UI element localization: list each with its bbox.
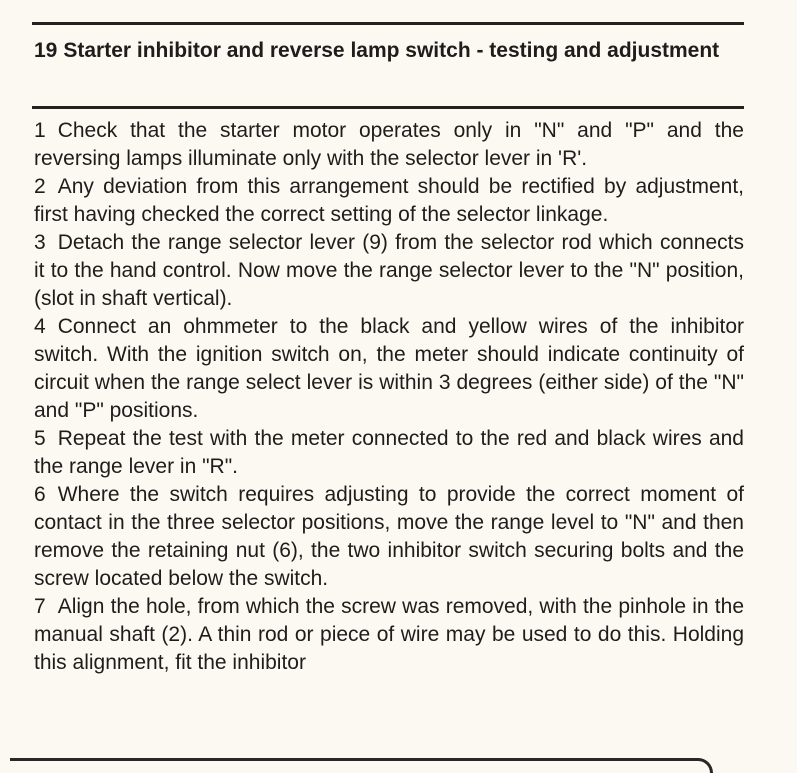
paragraph-text: Where the switch requires adjusting to provide the correct moment of contact in the three selector positions, move the range level to "N" and then remove the retaining nut (6), the two inhibitor switch securing bolts and the screw located below the switch. [34, 483, 744, 590]
paragraph-3 [34, 229, 744, 313]
paragraph-6 [34, 481, 744, 593]
paragraph-number: 3 [34, 231, 46, 254]
paragraph-text: Detach the range selector lever (9) from the selector rod which connects it to the hand control. Now move the range selector lever to the "N" position, (slot in shaft vertical). [34, 231, 744, 310]
paragraph-text: Check that the starter motor operates only in "N" and "P" and the reversing lamps illuminate only with the selector lever in 'R'. [34, 119, 744, 170]
paragraph-2 [34, 173, 744, 229]
section-body [34, 117, 744, 677]
section-number: 19 [34, 39, 58, 62]
page-bottom-border [10, 758, 713, 773]
section-top-rule [32, 22, 744, 25]
heading-bottom-rule [32, 106, 744, 109]
paragraph-7 [34, 593, 744, 677]
paragraph-text: Any deviation from this arrangement should be rectified by adjustment, first having checked the correct setting of the selector linkage. [34, 175, 744, 226]
paragraph-number: 1 [34, 119, 46, 142]
paragraph-4 [34, 313, 744, 425]
paragraph-5 [34, 425, 744, 481]
paragraph-number: 6 [34, 483, 46, 506]
paragraph-1 [34, 117, 744, 173]
paragraph-text: Repeat the test with the meter connected to the red and black wires and the range lever in "R". [34, 427, 744, 478]
paragraph-number: 7 [34, 595, 46, 618]
paragraph-text: Align the hole, from which the screw was removed, with the pinhole in the manual shaft (2). A thin rod or piece of wire may be used to do this. Holding this alignment, fit the inhibitor [34, 595, 744, 674]
section-title: Starter inhibitor and reverse lamp switch - testing and adjustment [63, 39, 720, 62]
paragraph-text: Connect an ohmmeter to the black and yellow wires of the inhibitor switch. With the ignition switch on, the meter should indicate continuity of circuit when the range select lever is within 3 degrees (either side) of the "N" and "P" positions. [34, 315, 744, 422]
section-heading [34, 37, 744, 64]
paragraph-number: 5 [34, 427, 46, 450]
paragraph-number: 4 [34, 315, 46, 338]
paragraph-number: 2 [34, 175, 46, 198]
